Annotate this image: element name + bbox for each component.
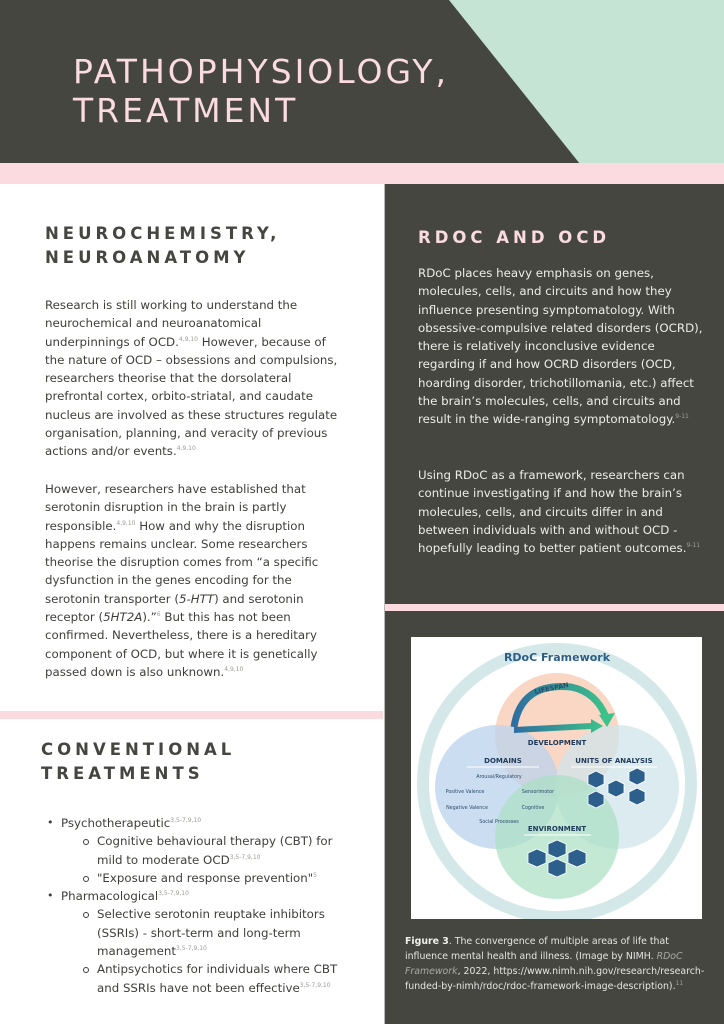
physiology-icon — [629, 768, 645, 785]
citation: 9-11 — [686, 542, 701, 550]
molecule-icon — [588, 771, 604, 788]
rdoc-framework-figure — [411, 637, 702, 919]
text: . The convergence of multiple areas of life that influence mental health and illness. (Image by NIMH. — [405, 936, 669, 962]
right-column — [384, 184, 724, 1024]
domain-item: Social Processes — [479, 820, 519, 825]
list-item — [45, 887, 345, 997]
globe-icon — [548, 840, 566, 858]
title-line-1: PATHOPHYSIOLOGY, — [73, 52, 450, 91]
domain-item: Positive Valence — [445, 790, 485, 795]
citation: 3,5-7,9,10 — [176, 945, 207, 953]
text: RDoC places heavy emphasis on genes, molecules, cells, and circuits and how they influence presenting symptomatology. With obsessive-compulsive related disorders (OCRD), there is relatively inconclusive evidence regarding if and how OCRD disorders (OCD, hoarding disorder, trichotillomania, etc.) affect the brain’s molecules, cells, and circuits and result in the wide-ranging symptomatology. — [418, 266, 703, 427]
header-divider — [0, 163, 724, 184]
people-icon — [548, 859, 566, 877]
development-label: DEVELOPMENT — [527, 739, 587, 747]
citation: 4,9,10 — [116, 519, 136, 527]
section-divider — [0, 711, 383, 719]
page-title — [73, 52, 449, 130]
domain-item: Sensorimotor — [521, 790, 555, 795]
text: But this has not been confirmed. Nevertheless, there is a hereditary component of OCD, but where it is genetically passed down is also unknown. — [45, 610, 318, 679]
text: Using RDoC as a framework, researchers can continue investigating if and how the brain’s molecules, cells, and circuits differ in and between individuals with and without OCD - hopefully leading to better patient outcomes. — [418, 468, 687, 556]
sub-list-item — [61, 905, 345, 960]
domain-item: Cognitive — [521, 806, 545, 811]
text: However, because of the nature of OCD – obsessions and compulsions, researchers theorise that the dorsolateral prefrontal cortex, orbito-striatal, and caudate nucleus are involved as these structures regulate organisation, planning, and veracity of previous actions and/or events. — [45, 334, 338, 459]
citation: 5 — [313, 871, 317, 879]
citation: 4,9,10 — [178, 335, 198, 343]
list-item — [45, 814, 345, 887]
neuro-paragraph-1 — [45, 296, 345, 461]
text: Research is still working to understand the neurochemical and neuroanatomical underpinnings of OCD. — [45, 298, 298, 349]
sub-list — [61, 832, 345, 887]
domain-item: Arousal/Regulatory — [476, 775, 522, 780]
brain-icon — [608, 780, 624, 797]
building-icon — [528, 849, 546, 867]
gene-name: 5-HTT — [179, 591, 215, 606]
gene-name: 5HT2A — [103, 610, 143, 625]
text: How and why the disruption happens remains unclear. Some researchers theorise the disruption comes from “a specific dysfunction in the genes encoding for the serotonin transporter ( — [45, 518, 319, 606]
citation: 3,5-7,9,10 — [170, 817, 202, 825]
treatments-heading-line-1: CONVENTIONAL — [41, 740, 236, 759]
treatments-heading — [41, 738, 235, 786]
item-label: Selective serotonin reuptake inhibitors (SSRIs) - short-term and long-term management — [97, 907, 325, 959]
text: However, researchers have established that serotonin disruption in the brain is partly responsible. — [45, 482, 306, 533]
citation: 3,5-7,9,10 — [158, 890, 189, 898]
tree-icon — [568, 849, 586, 867]
citation: 4,9,10 — [224, 666, 244, 674]
citation: 3,5-7,9,10 — [229, 853, 261, 861]
left-column — [0, 184, 383, 1024]
item-label: Psychotherapeutic — [61, 816, 171, 830]
text: ).” — [142, 610, 157, 625]
rdoc-diagram — [411, 637, 702, 919]
neuro-paragraph-2 — [45, 480, 345, 681]
figure-caption — [405, 934, 705, 994]
dna-icon — [588, 791, 604, 808]
item-label: Pharmacological — [61, 889, 159, 904]
citation: 4,9,10 — [176, 445, 196, 453]
sub-list — [61, 905, 345, 996]
title-line-2: TREATMENT — [73, 91, 299, 130]
item-label: Cognitive behavioural therapy (CBT) for mild to moderate OCD — [97, 834, 333, 867]
neuro-heading-line-2: NEUROANATOMY — [45, 248, 250, 267]
text: ) and serotonin receptor ( — [45, 591, 304, 625]
header-banner — [0, 0, 724, 164]
figure-source-url: , 2022, https://www.nimh.nih.gov/research/research-funded-by-nimh/rdoc/rdoc-framework-image-description). — [405, 966, 705, 992]
behavior-running-icon — [629, 788, 645, 805]
section-divider — [385, 604, 724, 611]
neuro-heading — [45, 222, 280, 270]
citation: 3,5-7,9,10 — [299, 981, 331, 989]
domain-item: Negative Valence — [446, 806, 488, 811]
figure-label: Figure 3 — [405, 936, 449, 947]
item-label: Antipsychotics for individuals where CBT and SSRIs have not been effective — [97, 962, 338, 995]
treatments-heading-line-2: TREATMENTS — [41, 764, 204, 783]
rdoc-paragraph-2 — [418, 466, 703, 557]
figure-title: RDoC Framework — [503, 651, 611, 664]
lifespan-label: LIFESPAN — [533, 680, 570, 696]
units-label: UNITS OF ANALYSIS — [575, 757, 653, 765]
citation: 6 — [156, 611, 161, 619]
sub-list-item — [61, 869, 345, 887]
neuro-heading-line-1: NEUROCHEMISTRY, — [45, 224, 281, 243]
domains-label: DOMAINS — [484, 757, 522, 765]
sub-list-item — [61, 960, 345, 997]
environment-label: ENVIRONMENT — [527, 825, 587, 833]
item-label: "Exposure and response prevention" — [97, 870, 314, 885]
rdoc-paragraph-1 — [418, 264, 703, 429]
treatments-list — [45, 814, 345, 997]
citation: 9-11 — [675, 413, 689, 421]
sub-list-item — [61, 832, 345, 869]
citation: 11 — [675, 979, 684, 987]
rdoc-heading: RDOC AND OCD — [418, 228, 611, 247]
figure-source-title: RDoC Framework — [405, 951, 683, 977]
